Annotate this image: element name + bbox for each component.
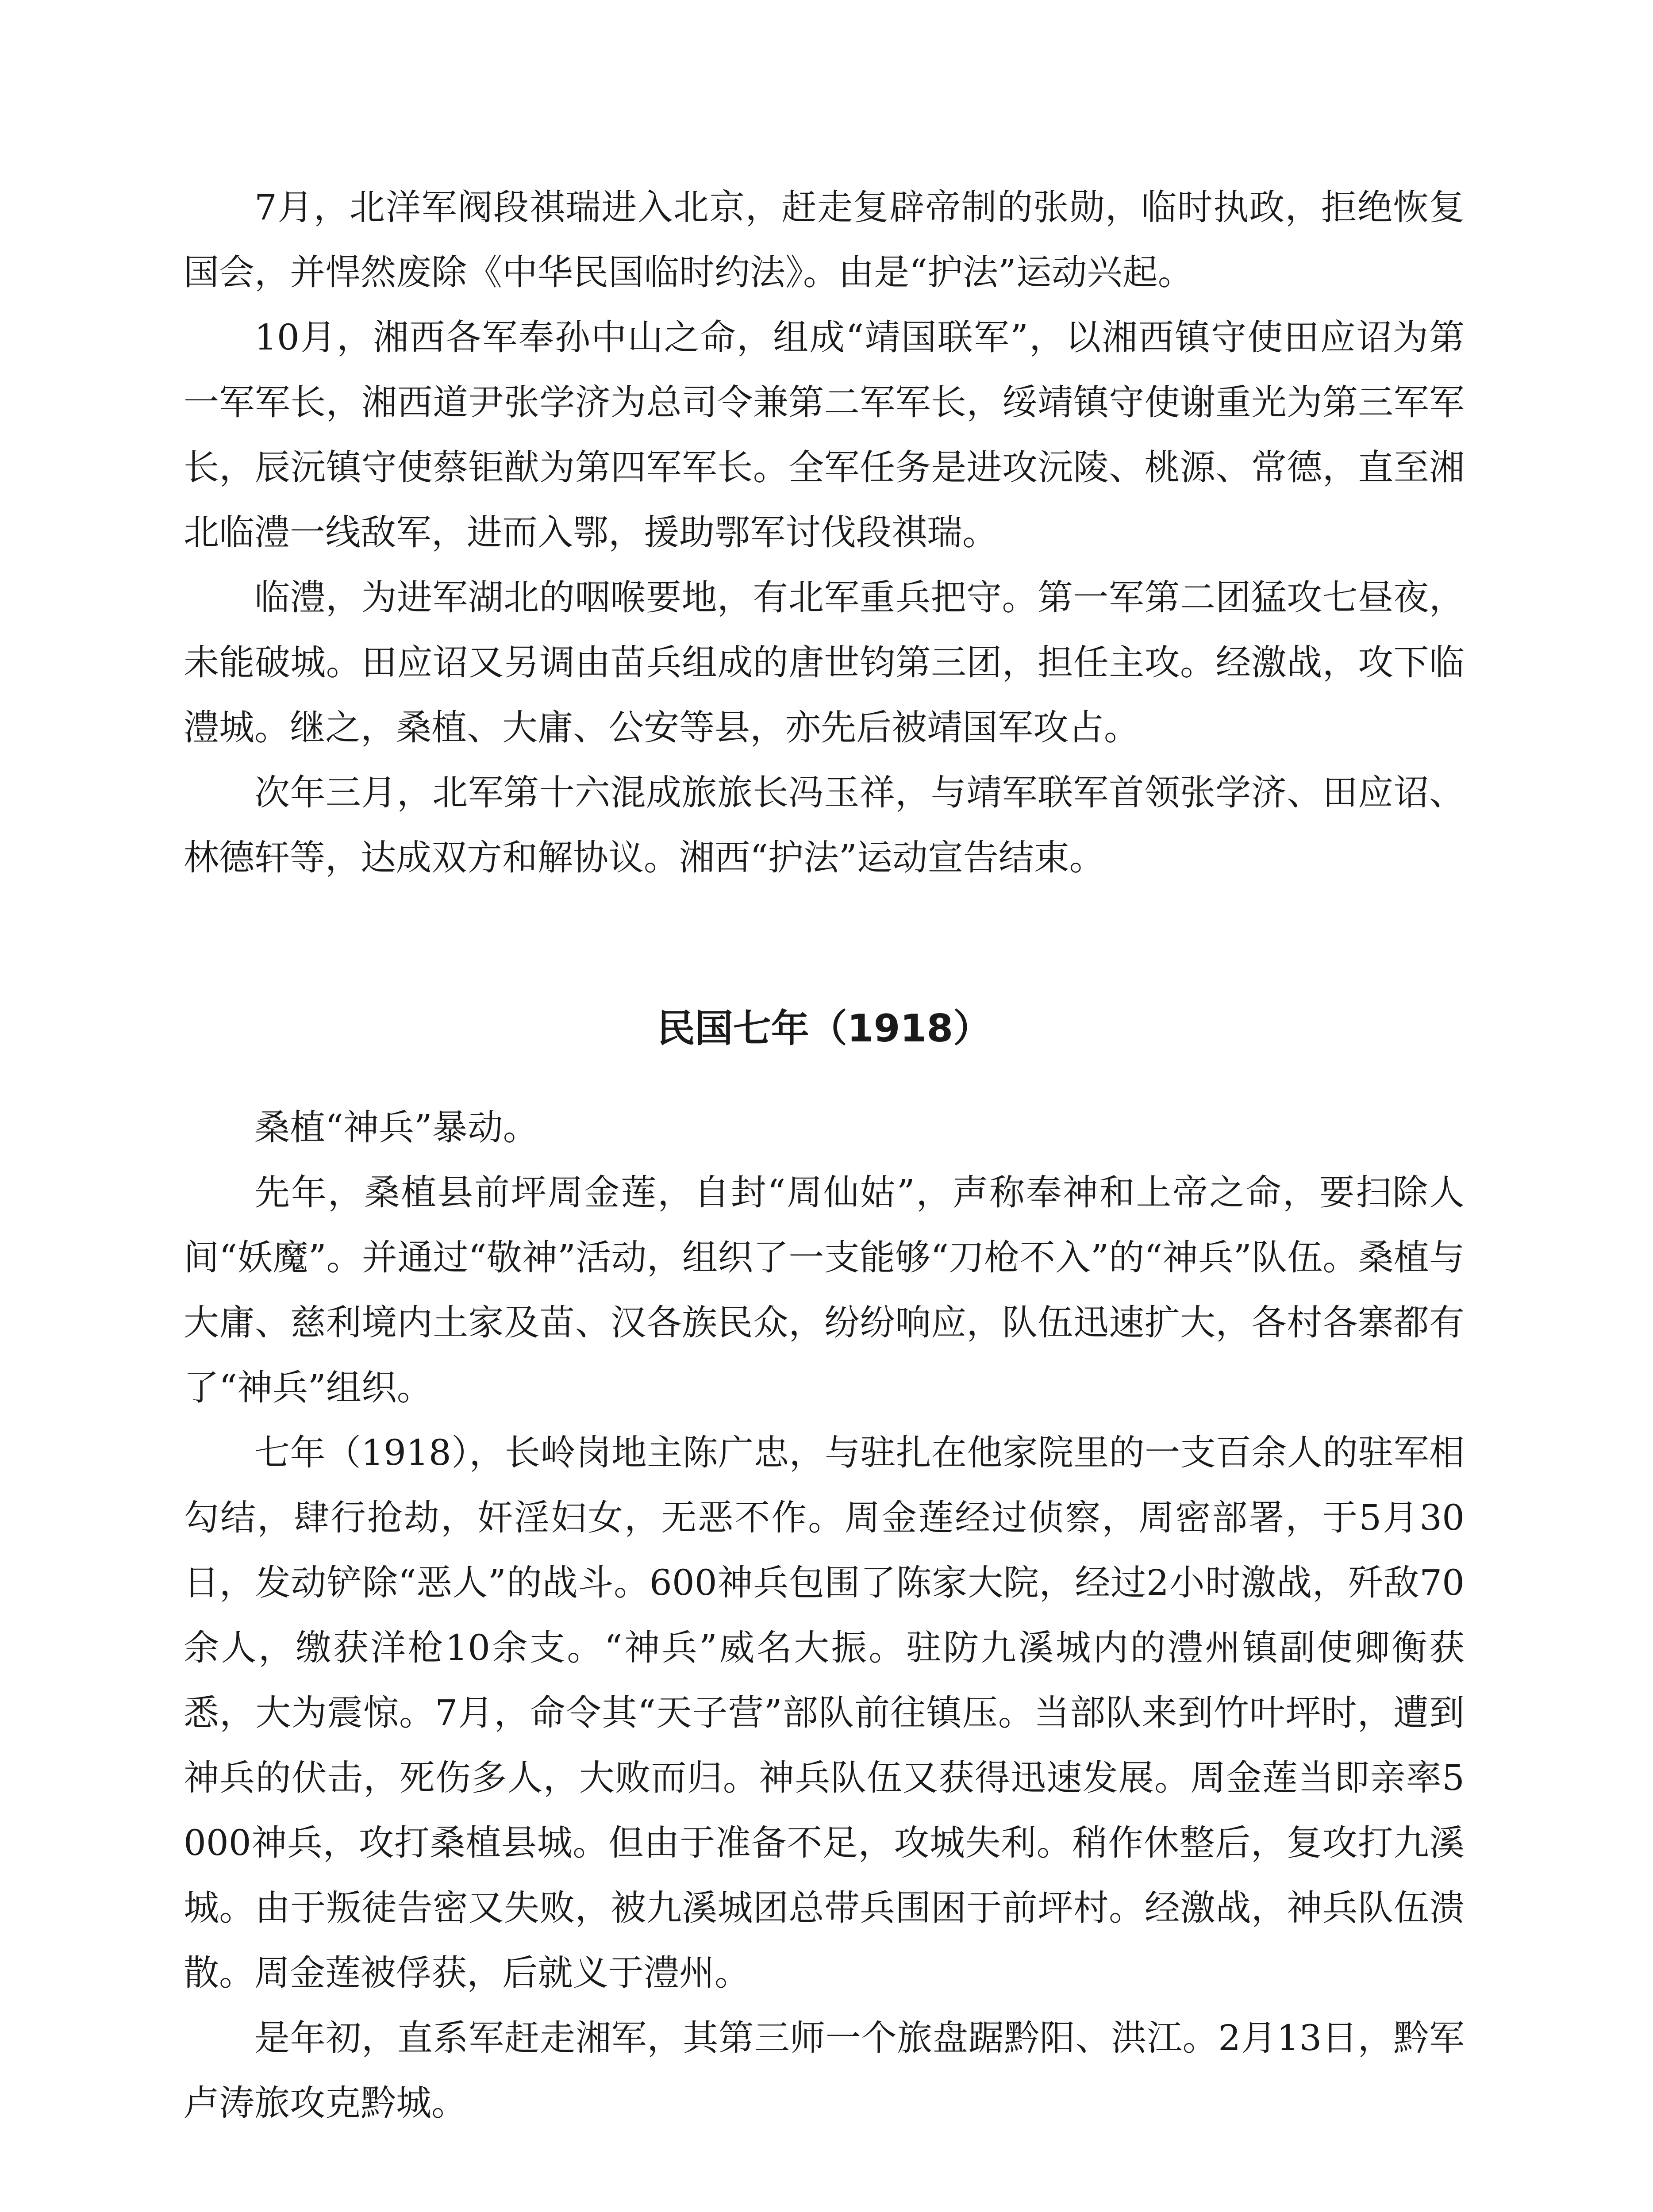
- paragraph: 7月，北洋军阀段祺瑞进入北京，赶走复辟帝制的张勋，临时执政，拒绝恢复国会，并悍然废除《中华民国临时约法》。由是“护法”运动兴起。: [184, 187, 1465, 293]
- paragraph: 是年初，直系军赶走湘军，其第三师一个旅盘踞黔阳、洪江。2月13日，黔军卢涛旅攻克黔城。: [184, 2017, 1465, 2124]
- paragraph: 桑植“神兵”暴动。: [254, 1107, 538, 1148]
- paragraph: 七年（1918），长岭岗地主陈广忠，与驻扎在他家院里的一支百余人的驻军相勾结，肆行抢劫，奸淫妇女，无恶不作。周金莲经过侦察，周密部署，于5月30日，发动铲除“恶人”的战斗。600神兵包围了陈家大院，经过2小时激战，歼敌70余人，缴获洋枪10余支。“神兵”威名大振。驻防九溪城内的澧州镇副使卿衡获悉，大为震惊。7月，命令其“天子营”部队前往镇压。当部队来到竹叶坪时，遭到神兵的伏击，死伤多人，大败而归。神兵队伍又获得迅速发展。周金莲当即亲率5000神兵，攻打桑植县城。但由于准备不足，攻城失利。稍作休整后，复攻打九溪城。由于叛徒告密又失败，被九溪城团总带兵围困于前坪村。经激战，神兵队伍溃散。周金莲被俘获，后就义于澧州。: [184, 1432, 1465, 1993]
- section-heading: 民国七年（1918）: [657, 1006, 992, 1051]
- paragraph: 次年三月，北军第十六混成旅旅长冯玉祥，与靖军联军首领张学济、田应诏、林德轩等，达成双方和解协议。湘西“护法”运动宣告结束。: [184, 772, 1465, 878]
- text-section-1917: [184, 175, 1465, 890]
- paragraph: 10月，湘西各军奉孙中山之命，组成“靖国联军”，以湘西镇守使田应诏为第一军军长，湘西道尹张学济为总司令兼第二军军长，绥靖镇守使谢重光为第三军军长，辰沅镇守使蔡钜猷为第四军军长。全军任务是进攻沅陵、桃源、常德，直至湘北临澧一线敌军，进而入鄂，援助鄂军讨伐段祺瑞。: [184, 317, 1465, 553]
- paragraph: 先年，桑植县前坪周金莲，自封“周仙姑”，声称奉神和上帝之命，要扫除人间“妖魔”。并通过“敬神”活动，组织了一支能够“刀枪不入”的“神兵”队伍。桑植与大庸、慈利境内土家及苗、汉各族民众，纷纷响应，队伍迅速扩大，各村各寨都有了“神兵”组织。: [184, 1172, 1465, 1408]
- text-section-1918: [184, 1095, 1465, 2135]
- paragraph: 临澧，为进军湖北的咽喉要地，有北军重兵把守。第一军第二团猛攻七昼夜，未能破城。田应诏又另调由苗兵组成的唐世钧第三团，担任主攻。经激战，攻下临澧城。继之，桑植、大庸、公安等县，亦先后被靖国军攻占。: [184, 577, 1465, 748]
